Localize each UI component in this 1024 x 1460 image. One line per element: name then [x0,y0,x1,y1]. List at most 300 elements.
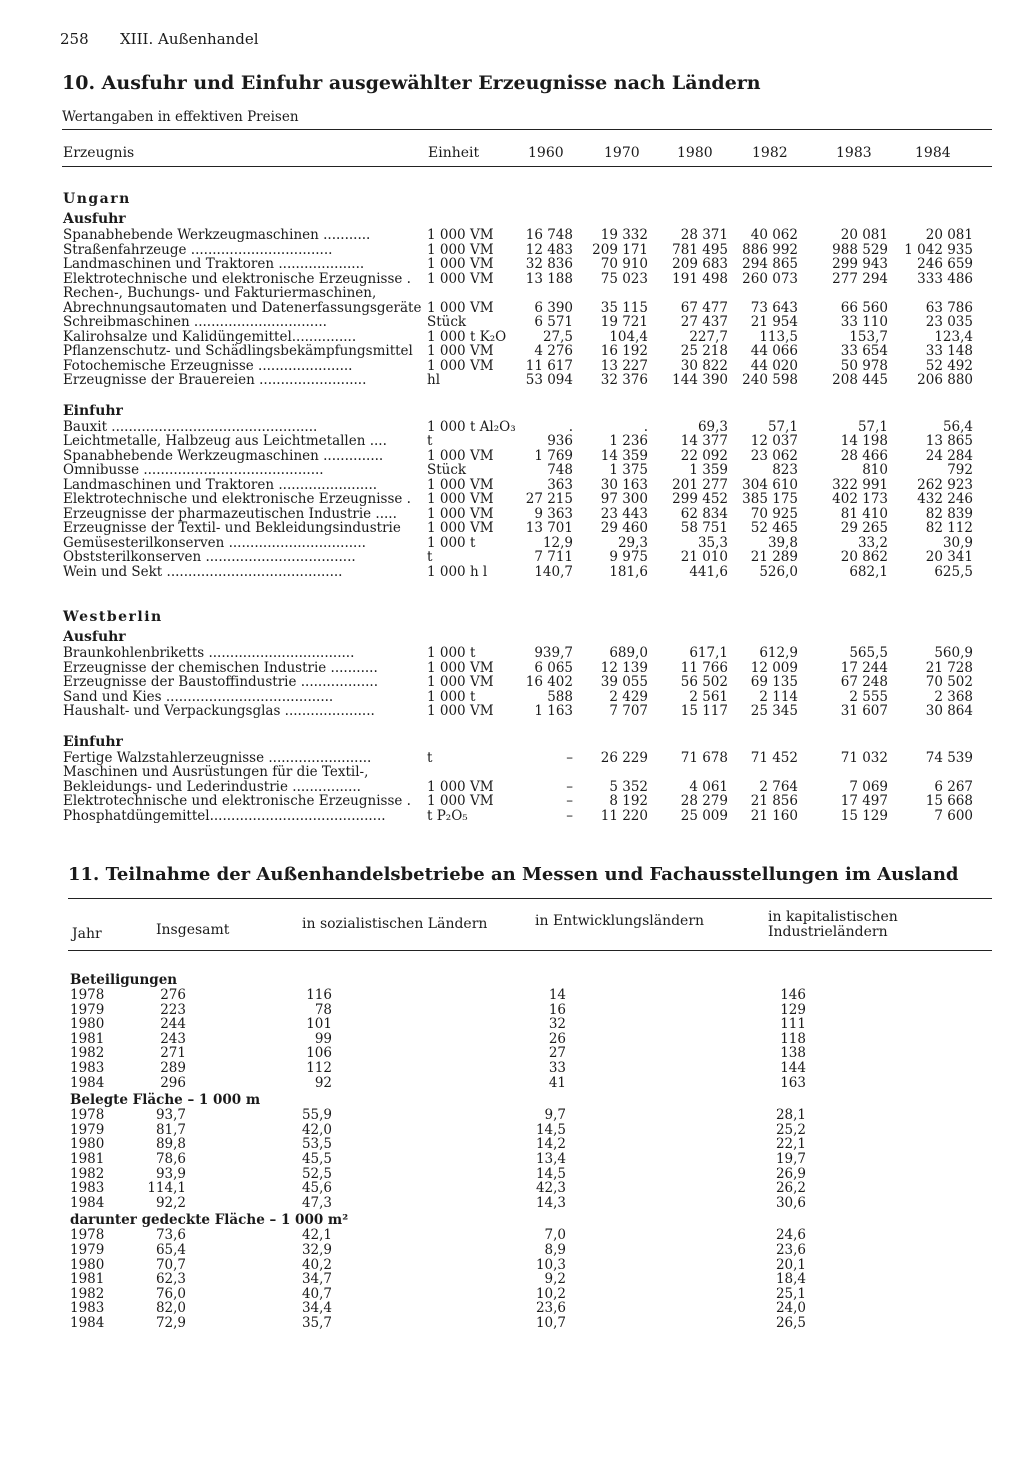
table-row [63,704,993,719]
table-row [63,463,993,478]
cell-value: 9,2 [544,1271,566,1288]
cell-value: 45,5 [301,1150,332,1167]
col-header-entwicklung: in Entwicklungsländern [535,913,705,929]
cell-value: 262 923 [917,476,973,493]
cell-value: 21 160 [750,807,798,824]
cell-value: 7 711 [534,549,573,565]
cell-value: 1983 [70,1059,105,1076]
cell-value: 28 466 [840,447,888,464]
cell-value: 7 707 [609,703,648,719]
cell-value: 56,4 [942,418,973,435]
cell-value: 144 [780,1059,806,1076]
cell-value: 70,7 [155,1256,186,1273]
row-label: Leichtmetalle, Halbzeug aus Leichtmetallen .... [63,434,387,449]
cell-value: 260 073 [742,270,798,287]
row-label: Maschinen und Ausrüstungen für die Textil-, Bekleidungs- und Lederindustrie ................ [63,765,369,794]
cell-value: 13,4 [535,1150,566,1167]
cell-value: 40,7 [301,1285,332,1302]
cell-value: 988 529 [832,241,888,258]
cell-value: 42,1 [301,1227,332,1244]
cell-value: 111 [780,1016,806,1033]
cell-value: 116 [306,987,332,1003]
col-header-einheit: Einheit [428,145,480,161]
cell-value: 28,1 [775,1107,806,1124]
cell-value: 191 498 [672,270,728,287]
cell-value: 27,5 [542,328,573,345]
cell-value: 57,1 [767,418,798,435]
cell-value: 1978 [70,1227,105,1244]
section-ungarn [63,186,993,579]
table-row [70,1107,806,1124]
cell-value: 62,3 [155,1271,186,1288]
cell-value: 144 390 [672,372,728,388]
cell-value: 748 [547,462,573,478]
table-row [63,765,993,794]
cell-value: 138 [780,1045,806,1062]
cell-value: 27 437 [680,314,728,330]
cell-value: 23,6 [535,1300,566,1317]
cell-value: 201 277 [672,476,728,493]
row-label: Wein und Sekt ......................................... [63,564,343,579]
table-row [63,478,993,493]
cell-value: 66 560 [840,299,888,316]
cell-value: 26 229 [600,749,648,766]
cell-value: 1980 [70,1016,105,1033]
cell-value: 33,2 [857,534,888,551]
row-label: Gemüsesterilkonserven ................................ [63,535,366,550]
table-row [63,550,993,565]
table-row [63,809,993,824]
table-row [70,1314,806,1331]
cell-value: 71 032 [840,749,888,766]
cell-value: 114,1 [147,1180,186,1197]
cell-value: 123,4 [934,328,973,345]
cell-value: 69,3 [697,418,728,435]
row-label: Haushalt- und Verpackungsglas ..................... [63,704,375,719]
cell-value: 209 171 [592,241,648,258]
cell-value: 1984 [70,1314,105,1331]
cell-value: 104,4 [609,328,648,345]
table-row [70,1001,806,1018]
table-row [63,536,993,551]
table-row [63,675,993,690]
row-unit: 1 000 VM [427,476,494,493]
cell-value: 40,2 [301,1256,332,1273]
table-row [70,987,806,1003]
row-unit: 1 000 t [427,534,476,551]
cell-value: 14 359 [600,447,648,464]
table-row [63,661,993,676]
table-row [63,565,993,580]
cell-value: 1 042 935 [904,241,973,258]
row-label: Erzeugnisse der pharmazeutischen Industrie ..... [63,506,397,521]
cell-value: 1979 [70,1241,105,1258]
table-row [63,434,993,449]
cell-value: 1 163 [534,703,573,719]
table10-subtitle: Wertangaben in effektiven Preisen [62,109,299,125]
cell-value: 92,2 [155,1194,186,1211]
cell-value: 35,7 [301,1314,332,1331]
cell-value: 1978 [70,1107,105,1124]
cell-value: 29,3 [617,534,648,551]
cell-value: 25 009 [680,807,728,824]
cell-value: 16 192 [600,343,648,359]
row-unit: t [427,749,433,766]
col-header-insgesamt: Insgesamt [156,922,230,938]
cell-value: 2 764 [759,778,798,795]
cell-value: 67 248 [840,674,888,690]
table-row [70,1300,806,1317]
col-header-1984: 1984 [915,145,951,161]
col-header-1982: 1982 [752,145,788,161]
cell-value: . [568,418,573,435]
cell-value: 32 376 [600,372,648,388]
row-label: Rechen-, Buchungs- und Fakturiermaschinen, Abrechnungsautomaten und Datenerfassungsgeräte [63,286,422,315]
cell-value: 69 135 [750,674,798,690]
row-unit: Stück [427,314,467,330]
cell-value: 27 215 [525,491,573,507]
cell-value: 1 236 [609,433,648,449]
cell-value: 50 978 [840,357,888,374]
cell-value: 6 267 [934,778,973,795]
cell-value: 244 [160,1016,186,1033]
cell-value: 32 [548,1016,566,1033]
cell-value: 42,0 [301,1121,332,1138]
cell-value: 277 294 [832,270,888,287]
cell-value: 1983 [70,1300,105,1317]
cell-value: 21 728 [925,659,973,676]
cell-value: 296 [160,1074,186,1091]
cell-value: 11 766 [680,659,728,676]
cell-value: 13 701 [525,520,573,536]
row-unit: 1 000 VM [427,447,494,464]
cell-value: 1 769 [534,447,573,464]
col-header-kapitalistisch: in kapitalistischen Industrieländern [768,909,898,940]
cell-value: 441,6 [689,563,728,580]
row-label: Elektrotechnische und elektronische Erzeugnisse . [63,794,411,809]
cell-value: 82 112 [925,520,973,536]
cell-value: 20,1 [775,1256,806,1273]
cell-value: 29 265 [840,520,888,536]
row-label: Schreibmaschinen ............................... [63,315,327,330]
cell-value: 21 010 [680,549,728,565]
cell-value: 12 483 [525,241,573,258]
cell-value: 22 092 [680,447,728,464]
table-row [63,257,993,272]
cell-value: 58 751 [680,520,728,536]
cell-value: 227,7 [689,328,728,345]
table-row [63,751,993,766]
cell-value: 322 991 [832,476,888,493]
row-label: Fotochemische Erzeugnisse ...................... [63,358,353,373]
table-row [70,1121,806,1138]
cell-value: 14 [548,987,566,1003]
cell-value: 560,9 [934,645,973,661]
cell-value: 74 539 [925,749,973,766]
cell-value: 243 [160,1030,186,1047]
rule-header [62,166,992,167]
row-label: Spanabhebende Werkzeugmaschinen .............. [63,448,384,463]
cell-value: 40 062 [750,227,798,243]
cell-value: 19 332 [600,227,648,243]
row-unit: 1 000 h l [427,563,488,580]
cell-value: 6 390 [534,299,573,316]
cell-value: 24,6 [775,1227,806,1244]
cell-value: 22,1 [775,1136,806,1153]
row-unit: 1 000 VM [427,674,494,690]
cell-value: 1 359 [689,462,728,478]
row-unit: 1 000 VM [427,505,494,522]
cell-value: 617,1 [689,645,728,661]
row-unit: 1 000 VM [427,270,494,287]
cell-value: 12,9 [542,534,573,551]
cell-value: 45,6 [301,1180,332,1197]
cell-value: 14,3 [535,1194,566,1211]
cell-value: 33 654 [840,343,888,359]
section-westberlin [63,604,993,823]
cell-value: 39 055 [600,674,648,690]
table-row [70,1045,806,1062]
cell-value: 1981 [70,1150,105,1167]
cell-value: 206 880 [917,372,973,388]
table-row [70,1241,806,1258]
table-row [63,286,993,315]
cell-value: 19 721 [600,314,648,330]
cell-value: 1980 [70,1136,105,1153]
cell-value: 82 839 [925,505,973,522]
cell-value: 10,3 [535,1256,566,1273]
table-row [63,272,993,287]
table-row [70,1227,806,1244]
cell-value: 101 [306,1016,332,1033]
cell-value: 2 114 [759,688,798,705]
cell-value: 70 910 [600,256,648,272]
cell-value: 432 246 [917,491,973,507]
cell-value: 140,7 [534,563,573,580]
cell-value: 32 836 [525,256,573,272]
row-unit: 1 000 t K₂O [427,328,507,345]
cell-value: 5 352 [609,778,648,795]
cell-value: 21 954 [750,314,798,330]
section-title: Ungarn [63,191,131,207]
cell-value: 2 561 [689,688,728,705]
cell-value: 57,1 [857,418,888,435]
row-label: Elektrotechnische und elektronische Erzeugnisse . [63,492,411,507]
cell-value: 299 943 [832,256,888,272]
cell-value: 30 822 [680,357,728,374]
cell-value: 2 368 [934,688,973,705]
cell-value: 14,5 [535,1165,566,1182]
table-row [63,690,993,705]
table-row [70,1194,806,1211]
cell-value: 9 975 [609,549,648,565]
cell-value: 19,7 [775,1150,806,1167]
cell-value: 113,5 [759,328,798,345]
cell-value: 304 610 [742,476,798,493]
cell-value: 12 009 [750,659,798,676]
cell-value: 294 865 [742,256,798,272]
section-title: Westberlin [63,609,163,625]
cell-value: 886 992 [742,241,798,258]
cell-value: 25 345 [750,703,798,719]
row-label: Erzeugnisse der Textil- und Bekleidungsindustrie [63,521,401,536]
cell-value: 526,0 [759,563,798,580]
cell-value: 30 864 [925,703,973,719]
cell-value: 9,7 [544,1107,566,1124]
row-label: Pflanzenschutz- und Schädlingsbekämpfungsmittel [63,344,413,359]
row-unit: 1 000 VM [427,659,494,676]
cell-value: 63 786 [925,299,973,316]
table-row [70,1030,806,1047]
table-row [63,420,993,435]
cell-value: 565,5 [849,645,888,661]
table-row [63,228,993,243]
cell-value: 16 748 [525,227,573,243]
cell-value: 363 [547,476,573,493]
table11-title: 11. Teilnahme der Außenhandelsbetriebe an Messen und Fachausstellungen im Ausland [68,864,959,885]
row-label: Landmaschinen und Traktoren .................... [63,257,365,272]
cell-value: 1979 [70,1121,105,1138]
row-unit: 1 000 VM [427,491,494,507]
cell-value: 15 117 [680,703,728,719]
row-unit: 1 000 VM [427,241,494,258]
cell-value: 7 600 [934,807,973,824]
row-label: Fertige Walzstahlerzeugnisse ........................ [63,750,372,765]
cell-value: 76,0 [155,1285,186,1302]
cell-value: 81 410 [840,505,888,522]
cell-value: 97 300 [600,491,648,507]
cell-value: 73,6 [155,1227,186,1244]
ungarn-ausfuhr-rows [63,228,993,388]
cell-value: 32,9 [301,1241,332,1258]
cell-value: 146 [780,987,806,1003]
table-row [63,521,993,536]
row-label: Erzeugnisse der Brauereien ......................... [63,373,367,388]
cell-value: 20 081 [925,227,973,243]
cell-value: 163 [780,1074,806,1091]
cell-value: 67 477 [680,299,728,316]
cell-value: 14 377 [680,433,728,449]
cell-value: 385 175 [742,491,798,507]
cell-value: 1979 [70,1001,105,1018]
cell-value: 75 023 [600,270,648,287]
cell-value: 153,7 [849,328,888,345]
cell-value: 12 139 [600,659,648,676]
cell-value: 28 371 [680,227,728,243]
cell-value: 17 244 [840,659,888,676]
subsection-title: Einfuhr [63,402,123,419]
table-row [63,449,993,464]
cell-value: 223 [160,1001,186,1018]
table11-body [70,970,806,1331]
cell-value: 34,4 [301,1300,332,1317]
cell-value: 20 862 [840,549,888,565]
cell-value: 6 065 [534,659,573,676]
row-label: Kalirohsalze und Kalidüngemittel............... [63,329,357,344]
table-row [63,344,993,359]
table-row [70,1150,806,1167]
cell-value: 1982 [70,1285,105,1302]
cell-value: 792 [947,462,973,478]
cell-value: 13 865 [925,433,973,449]
table-row [63,507,993,522]
cell-value: 21 856 [750,793,798,809]
westberlin-ausfuhr-rows [63,646,993,719]
cell-value: 2 429 [609,688,648,705]
cell-value: 1984 [70,1074,105,1091]
cell-value: 35 115 [600,299,648,316]
table-row [63,646,993,661]
row-label: Spanabhebende Werkzeugmaschinen ........... [63,228,371,243]
cell-value: 65,4 [155,1241,186,1258]
cell-value: 29 460 [600,520,648,536]
cell-value: 26,9 [775,1165,806,1182]
row-label: Phosphatdüngemittel......................................... [63,808,386,823]
cell-value: 4 276 [534,343,573,359]
row-label: Erzeugnisse der chemischen Industrie ........... [63,660,378,675]
cell-value: 689,0 [609,645,648,661]
table-row [63,373,993,388]
cell-value: 26,5 [775,1314,806,1331]
cell-value: 6 571 [534,314,573,330]
table-row [63,359,993,374]
cell-value: 23 062 [750,447,798,464]
cell-value: 16 [548,1001,566,1018]
cell-value: 1982 [70,1165,105,1182]
table-row [70,1074,806,1091]
cell-value: 7 069 [849,778,888,795]
cell-value: 25,2 [775,1121,806,1138]
cell-value: 33 [548,1059,566,1076]
cell-value: 1982 [70,1045,105,1062]
row-unit: 1 000 VM [427,343,494,359]
row-label: Sand und Kies ....................................... [63,689,334,704]
table-row [70,1180,806,1197]
cell-value: 289 [160,1059,186,1076]
cell-value: 89,8 [155,1136,186,1153]
cell-value: 56 502 [680,674,728,690]
cell-value: 129 [780,1001,806,1018]
cell-value: 939,7 [534,645,573,661]
cell-value: 21 289 [750,549,798,565]
cell-value: 30,9 [942,534,973,551]
cell-value: 23 443 [600,505,648,522]
cell-value: 1981 [70,1271,105,1288]
cell-value: 33 110 [840,314,888,330]
chapter-title: XIII. Außenhandel [120,30,259,48]
row-unit: 1 000 t Al₂O₃ [427,418,516,435]
cell-value: 625,5 [934,563,973,580]
cell-value: 78,6 [155,1150,186,1167]
cell-value: – [566,807,573,824]
cell-value: 11 220 [600,807,648,824]
cell-value: 2 555 [849,688,888,705]
row-unit: Stück [427,462,467,478]
cell-value: 41 [548,1074,566,1091]
table10-title: 10. Ausfuhr und Einfuhr ausgewählter Erzeugnisse nach Ländern [62,72,761,94]
cell-value: 62 834 [680,505,728,522]
row-unit: 1 000 VM [427,227,494,243]
cell-value: 26,2 [775,1180,806,1197]
page-number: 258 [60,30,89,48]
row-unit: hl [427,372,441,388]
subsection-title: Ausfuhr [63,211,126,227]
col-header-1970: 1970 [604,145,640,161]
cell-value: 16 402 [525,674,573,690]
cell-value: – [566,749,573,766]
row-unit: 1 000 VM [427,703,494,719]
row-unit: 1 000 VM [427,357,494,374]
